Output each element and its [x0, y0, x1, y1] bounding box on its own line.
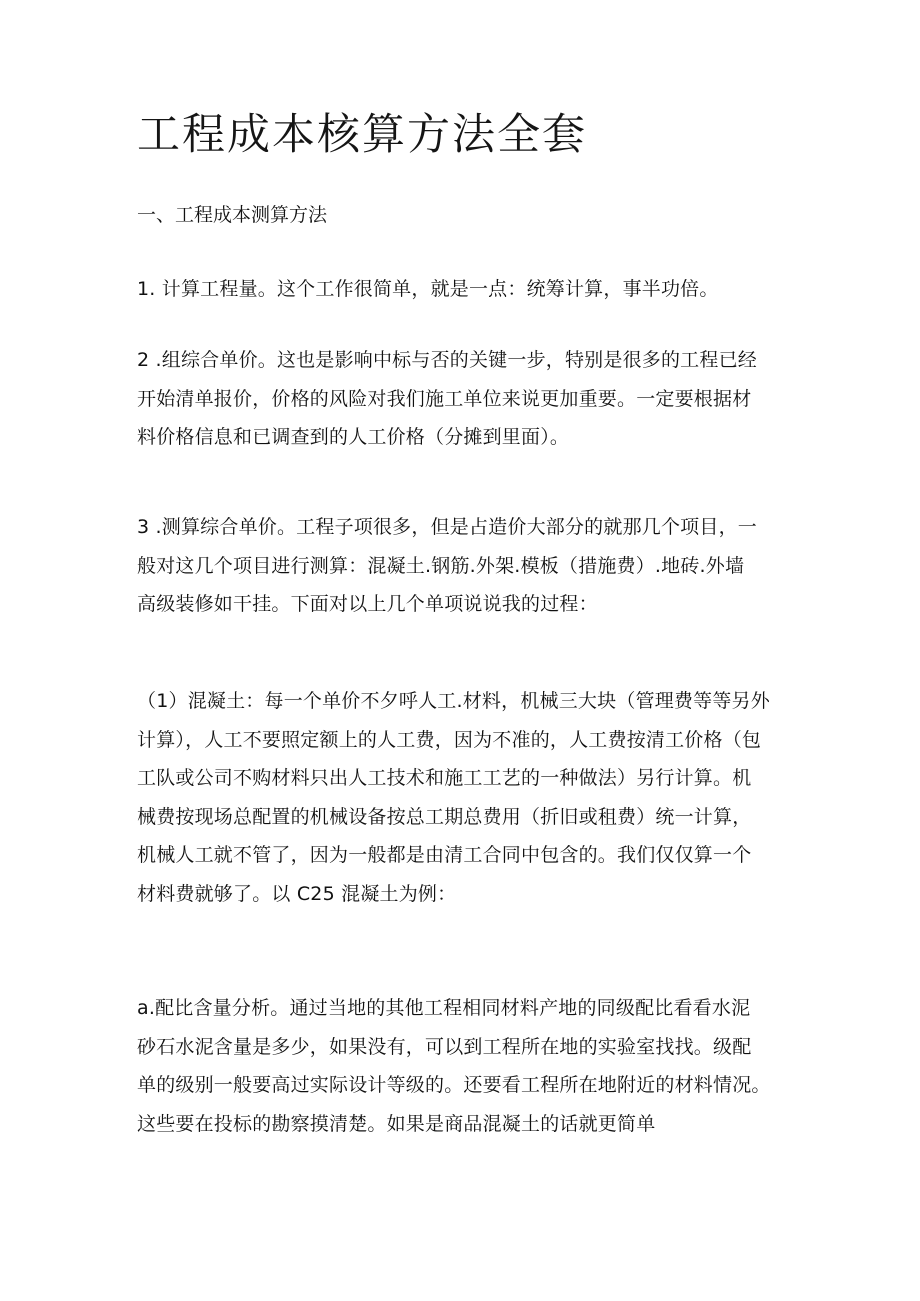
paragraph-concrete — [137, 682, 817, 914]
paragraph-line: 单的级别一般要高过实际设计等级的。还要看工程所在地附近的材料情况。 — [137, 1074, 771, 1097]
paragraph-line: a.配比含量分析。通过当地的其他工程相同材料产地的同级配比看看水泥 — [137, 997, 751, 1019]
paragraph-line: 机械人工就不管了，因为一般都是由清工合同中包含的。我们仅仅算一个 — [137, 844, 752, 867]
paragraph-line: 这些要在投标的勘察摸清楚。如果是商品混凝土的话就更简单 — [137, 1112, 656, 1135]
paragraph-measure-price — [137, 508, 817, 624]
paragraph-unit-price — [137, 341, 817, 457]
paragraph-line: 械费按现场总配置的机械设备按总工期总费用（折旧或租费）统一计算， — [137, 805, 752, 828]
paragraph-calc-quantities — [137, 270, 817, 309]
paragraph-mix-analysis — [137, 989, 817, 1143]
paragraph-line: 1. 计算工程量。这个工作很简单，就是一点：统筹计算，事半功倍。 — [137, 278, 719, 300]
document-title: 工程成本核算方法全套 — [137, 110, 587, 160]
paragraph-line: 3 .测算综合单价。工程子项很多，但是占造价大部分的就那几个项目，一 — [137, 516, 757, 538]
paragraph-line: 般对这几个项目进行测算：混凝土.钢筋.外架.模板（措施费）.地砖.外墙 — [137, 554, 745, 577]
paragraph-line: 工队或公司不购材料只出人工技术和施工工艺的一种做法）另行计算。机 — [137, 767, 752, 790]
paragraph-line: 材料费就够了。以 C25 混凝土为例： — [137, 882, 457, 905]
paragraph-line: 开始清单报价，价格的风险对我们施工单位来说更加重要。一定要根据材 — [137, 387, 752, 410]
paragraph-line: 料价格信息和已调查到的人工价格（分摊到里面）。 — [137, 426, 570, 449]
paragraph-line: 计算），人工不要照定额上的人工费，因为不准的，人工费按清工价格（包 — [137, 728, 762, 751]
paragraph-line: （1）混凝土：每一个单价不夕呼人工.材料，机械三大块（管理费等等另外 — [137, 690, 770, 712]
paragraph-line: 砂石水泥含量是多少，如果没有，可以到工程所在地的实验室找找。级配 — [137, 1035, 752, 1058]
section-heading: 一、工程成本测算方法 — [137, 204, 328, 226]
paragraph-line: 高级装修如干挂。下面对以上几个单项说说我的过程： — [137, 593, 598, 616]
paragraph-line: 2 .组综合单价。这也是影响中标与否的关键一步，特别是很多的工程已经 — [137, 349, 757, 371]
